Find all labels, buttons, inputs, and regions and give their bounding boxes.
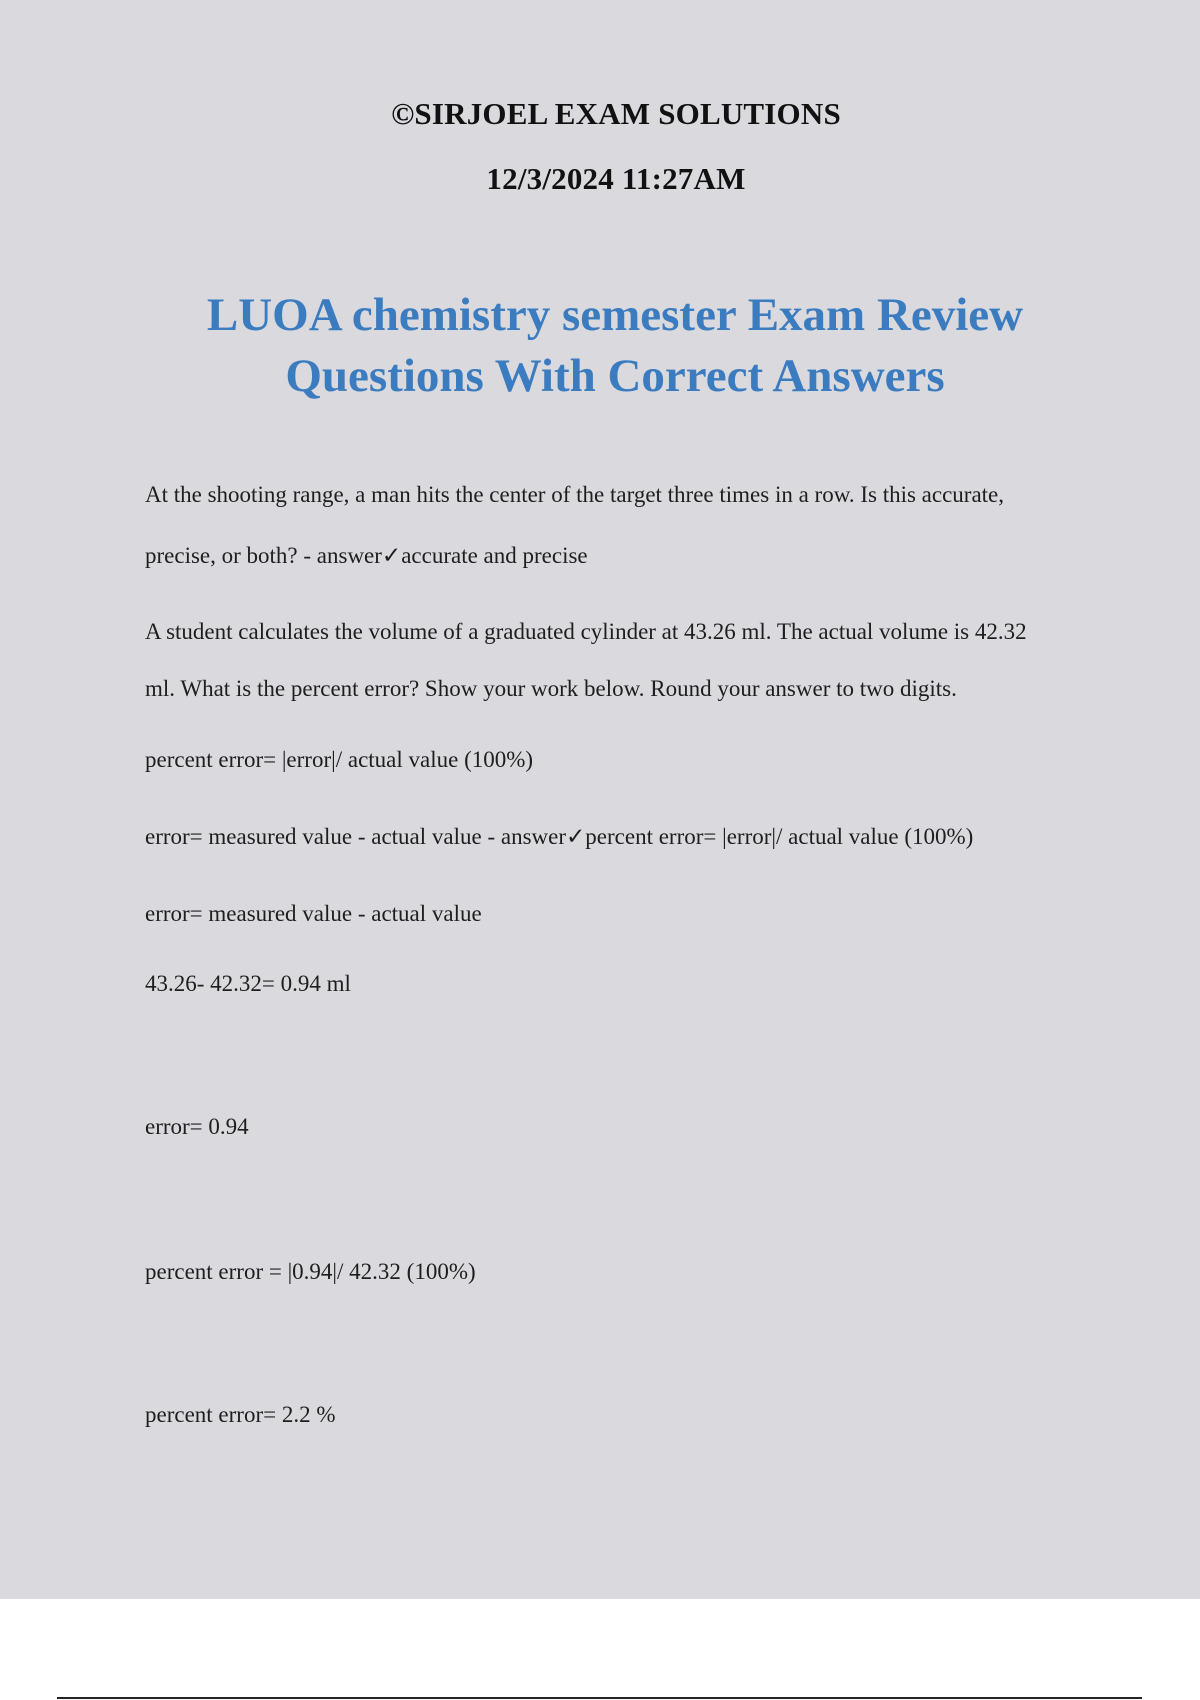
subtraction-line: 43.26- 42.32= 0.94 ml [145,971,351,996]
date-time-header: 12/3/2024 11:27AM [486,161,746,196]
question-1-line-1: At the shooting range, a man hits the center of the target three times in a row. Is this accurate, [145,482,1005,507]
footer-divider [57,1697,1142,1699]
title-line-1: LUOA chemistry semester Exam Review [206,289,1024,341]
question-1-line-2: precise, or both? - answer✓accurate and precise [145,543,588,568]
answer-line: error= measured value - actual value - answer✓percent error= |error|/ actual value (100%) [145,824,974,849]
document-title [115,285,1115,407]
question-2-line-1: A student calculates the volume of a graduated cylinder at 43.26 ml. The actual volume is 42.32 [145,619,1027,644]
error-value-line: error= 0.94 [145,1114,249,1139]
error-definition-line: error= measured value - actual value [145,901,482,926]
percent-error-calc-line: percent error = |0.94|/ 42.32 (100%) [145,1259,476,1284]
copyright-header: ©SIRJOEL EXAM SOLUTIONS [391,96,841,131]
percent-error-result-line: percent error= 2.2 % [145,1402,336,1427]
formula-line: percent error= |error|/ actual value (100%) [145,747,534,772]
title-line-2: Questions With Correct Answers [285,350,945,402]
question-2-line-2: ml. What is the percent error? Show your work below. Round your answer to two digits. [145,676,957,701]
